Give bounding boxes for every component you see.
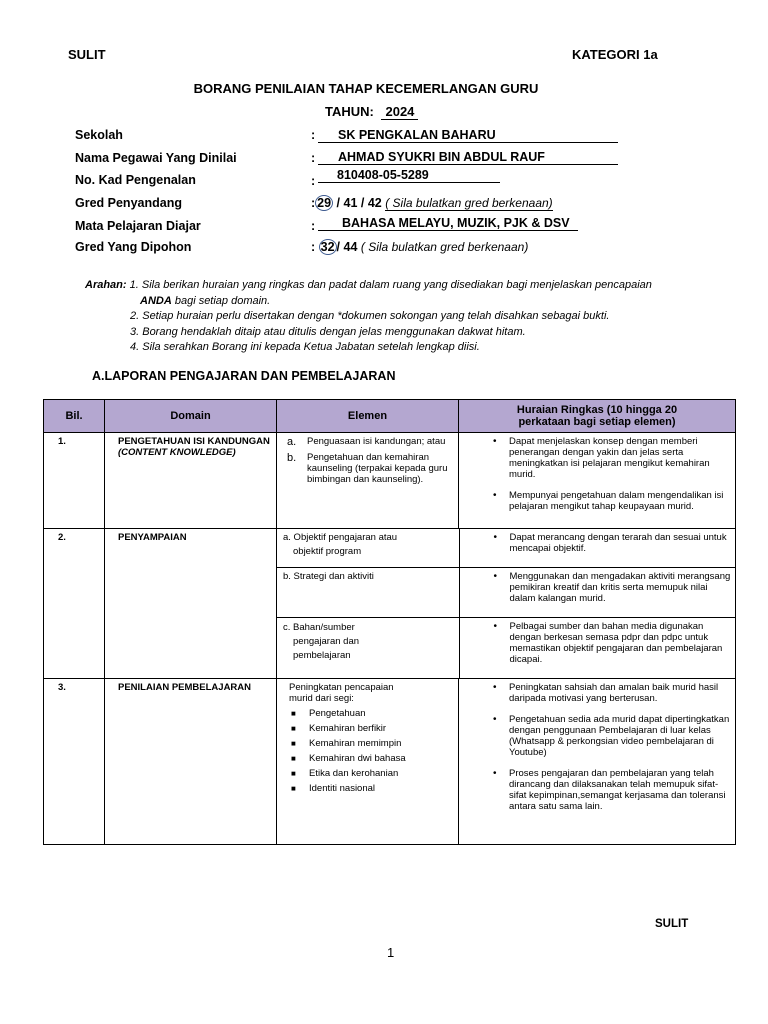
instruction-3: 3. Borang hendaklah ditaip atau ditulis dengan jelas menggunakan dakwat hitam. [130, 325, 526, 338]
row2-elemen-c-line1: c. Bahan/sumber [283, 622, 355, 633]
gred-line: : 29 / 41 / 42 ( Sila bulatkan gred berkenaan) [311, 196, 553, 210]
row1-huraian-item: • Dapat menjelaskan konsep dengan memberi penerangan dengan yakin dan jelas serta meningkatkan isi pelajaran mengikut kemahiran murid. [509, 436, 731, 480]
row2-elemen-a-line1: a. Objektif pengajaran atau [283, 532, 398, 543]
row1-elemen-a-mark: a. [287, 436, 297, 448]
mata-colon: : [311, 219, 316, 233]
kad-label: No. Kad Pengenalan [75, 173, 196, 187]
row2-huraian-b-item: • Menggunakan dan mengadakan aktiviti merangsang pemikiran kreatif dan kritis serta memupuk nilai dalam kalangan murid. [510, 571, 733, 604]
row3-huraian-item: • Proses pengajaran dan pembelajaran yang telah dirancang dan dilaksanakan telah memupuk sifat-sifat kepimpinan,semangat kerjasama dan toleransi antara satu sama lain. [509, 768, 731, 812]
row1-domain [105, 433, 277, 529]
row1-elemen-a: Penguasaan isi kandungan; atau [307, 436, 446, 447]
row3-huraian-item: • Pengetahuan sedia ada murid dapat dipertingkatkan dengan penggunaan Pembelajaran di luar kelas (Whatsapp & perkongsian video pembelajaran di Youtube) [509, 714, 731, 758]
row2-sub-c [277, 618, 736, 679]
row1-elemen-b: Pengetahuan dan kemahiran kaunseling (terpakai kepada guru bimbingan dan kaunseling). [307, 452, 448, 485]
row2-sub-b [277, 568, 736, 618]
gred-label: Gred Penyandang [75, 196, 182, 210]
row2-huraian-a [459, 529, 736, 568]
row3-huraian-item: • Peningkatan sahsiah dan amalan baik murid hasil daripada motivasi yang berterusan. [509, 682, 731, 704]
page-number: 1 [387, 945, 395, 960]
year-label: TAHUN: [325, 104, 374, 119]
gred-options: / 41 / 42 [333, 196, 382, 210]
header-kategori: KATEGORI 1a [572, 47, 658, 62]
table-row [44, 679, 736, 845]
row2-huraian-b [459, 568, 736, 618]
mata-value: BAHASA MELAYU, MUZIK, PJK & DSV [318, 216, 578, 231]
kad-colon: : [311, 174, 316, 188]
nama-colon: : [311, 151, 316, 165]
row1-domain-text: PENGETAHUAN ISI KANDUNGAN [118, 436, 270, 447]
row3-elemen-list-item: ■ Etika dan kerohanian [309, 768, 454, 779]
header-huraian-line1: Huraian Ringkas (10 hingga 20 [516, 404, 678, 416]
row3-elemen-list-item: ■ Kemahiran memimpin [309, 738, 454, 749]
row3-elemen-intro: Peningkatan pencapaian murid dari segi: [289, 682, 394, 704]
row1-huraian [459, 433, 736, 529]
row2-elemen-c-line3: pembelajaran [293, 650, 351, 661]
row2-elemen-a-line2: objektif program [293, 546, 362, 557]
dipohon-note: ( Sila bulatkan gred berkenaan) [360, 240, 529, 254]
row3-elemen-list-item: ■ Identiti nasional [309, 783, 454, 794]
gred-note: ( Sila bulatkan gred berkenaan) [385, 196, 553, 210]
instruction-1b-bold: ANDA [140, 294, 172, 307]
sekolah-label: Sekolah [75, 128, 123, 142]
row2-elemen-b: b. Strategi dan aktiviti [277, 568, 459, 618]
row2-huraian-c [459, 618, 736, 679]
row3-elemen-list-item: ■ Pengetahuan [309, 708, 454, 719]
row2-domain: PENYAMPAIAN [105, 529, 277, 679]
year-line [325, 104, 418, 119]
instructions-label: Arahan: [85, 279, 127, 291]
table-row [44, 529, 736, 679]
dipohon-label: Gred Yang Dipohon [75, 240, 192, 254]
instructions [85, 278, 705, 356]
instruction-1b: bagi setiap domain. [171, 294, 271, 307]
row2-elemen-c-line2: pengajaran dan [293, 636, 360, 647]
table-row [44, 433, 736, 529]
row2-sub-a [277, 529, 736, 568]
nama-value: AHMAD SYUKRI BIN ABDUL RAUF [318, 150, 618, 165]
nama-label: Nama Pegawai Yang Dinilai [75, 151, 237, 165]
header-elemen: Elemen [277, 400, 459, 433]
dipohon-circled-option: 32 [320, 240, 335, 254]
row2-elemen-c [277, 618, 459, 679]
instruction-4: 4. Sila serahkan Borang ini kepada Ketua Jabatan setelah lengkap diisi. [130, 341, 480, 353]
row1-elemen-b-mark: b. [287, 452, 297, 464]
section-title: A.LAPORAN PENGAJARAN DAN PEMBELAJARAN [92, 369, 396, 383]
row3-elemen-list [289, 708, 454, 794]
sekolah-colon: : [311, 128, 316, 142]
row2-subtable [277, 529, 736, 678]
row1-elemen [277, 433, 459, 529]
row3-elemen [277, 679, 459, 845]
sekolah-value: SK PENGKALAN BAHARU [318, 128, 618, 143]
row3-elemen-list-item: ■ Kemahiran berfikir [309, 723, 454, 734]
dipohon-line: : 32 / 44 ( Sila bulatkan gred berkenaan) [311, 240, 529, 254]
row1-domain-italic: (CONTENT KNOWLEDGE) [118, 447, 236, 458]
mata-label: Mata Pelajaran Diajar [75, 219, 201, 233]
year-value: 2024 [381, 104, 418, 120]
header-huraian [459, 400, 736, 433]
header-bil: Bil. [44, 400, 105, 433]
row2-huraian-c-item: • Pelbagai sumber dan bahan media digunakan dengan berkesan semasa pdpr dan pdpc untuk memastikan objektif pengajaran dan pembelajaran dicapai. [510, 621, 733, 665]
row3-huraian [459, 679, 736, 845]
form-title: BORANG PENILAIAN TAHAP KECEMERLANGAN GURU [193, 81, 539, 96]
instruction-2: 2. Setiap huraian perlu disertakan dengan *dokumen sokongan yang telah disahkan sebagai bukti. [130, 310, 610, 322]
gred-circled-option: 29 [317, 196, 332, 210]
row3-domain: PENILAIAN PEMBELAJARAN [105, 679, 277, 845]
row1-huraian-item: • Mempunyai pengetahuan dalam mengendalikan isi pelajaran mengikut tahap keupayaan murid. [509, 490, 731, 512]
header-domain: Domain [105, 400, 277, 433]
footer-sulit: SULIT [655, 918, 689, 930]
header-huraian-line2: perkataan bagi setiap elemen) [518, 416, 676, 428]
row2-subtable-cell [277, 529, 736, 679]
row3-bil: 3. [44, 679, 105, 845]
header-sulit: SULIT [68, 47, 106, 62]
row2-huraian-a-item: • Dapat merancang dengan terarah dan sesuai untuk mencapai objektif. [510, 532, 733, 554]
row2-elemen-a [277, 529, 459, 568]
row3-elemen-list-item: ■ Kemahiran dwi bahasa [309, 753, 454, 764]
evaluation-table [43, 399, 736, 845]
row2-bil: 2. [44, 529, 105, 679]
row1-bil: 1. [44, 433, 105, 529]
kad-value: 810408-05-5289 [318, 168, 500, 183]
instruction-1a: 1. Sila berikan huraian yang ringkas dan padat dalam ruang yang disediakan bagi menjelaskan pencapaian [129, 279, 652, 291]
table-header-row [44, 400, 736, 433]
dipohon-options: / 44 [336, 240, 358, 254]
